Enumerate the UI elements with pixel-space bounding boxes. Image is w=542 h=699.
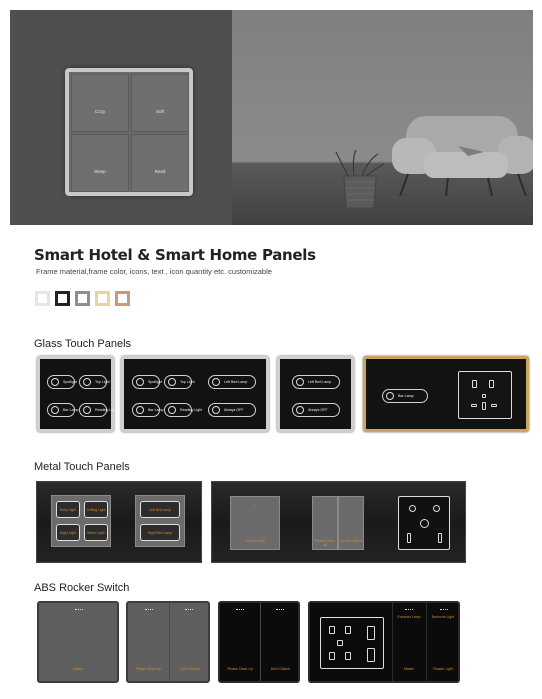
button-label: Top Light: [95, 380, 110, 384]
hero-key-label: Soft: [155, 109, 164, 114]
hero-key-label: Cozy: [94, 109, 106, 114]
bar-lamp-icon: [136, 406, 144, 414]
socket-pin: [337, 640, 343, 646]
abs-rocker-2gang: [126, 601, 210, 683]
power-icon: [212, 406, 220, 414]
glass-button[interactable]: [208, 375, 256, 389]
hero-key-soft[interactable]: [131, 74, 189, 132]
button-label[interactable]: Don't Disturb: [270, 667, 291, 671]
button-label: Night Light: [59, 530, 77, 535]
indicator-icon: •: [254, 503, 256, 507]
indicator-icon: [75, 609, 83, 611]
metal-button[interactable]: [56, 524, 80, 541]
glass-button[interactable]: [164, 375, 195, 389]
button-label[interactable]: Bedroom Light: [431, 615, 455, 619]
glass-button[interactable]: [79, 403, 118, 417]
socket-pin: [345, 652, 351, 660]
glass-button[interactable]: [79, 375, 110, 389]
usb-port-icon: [367, 648, 375, 662]
button-label: Left Bed Lamp: [308, 380, 332, 384]
abs-rocker-socket-black: [308, 601, 460, 683]
button-label: Left Bed Lamp: [148, 507, 172, 512]
metal-key[interactable]: [230, 496, 280, 550]
button-label: Master: [72, 667, 84, 671]
button-label: Entry Light: [59, 507, 77, 512]
socket-pin: [472, 380, 477, 388]
glass-panel-6gang: [121, 356, 269, 432]
glass-section-title: Glass Touch Panels: [34, 338, 132, 350]
glass-button[interactable]: [164, 403, 203, 417]
indicator-icon: [185, 609, 193, 611]
socket-pin: [438, 533, 442, 543]
hero-switch-panel: [65, 68, 193, 196]
button-label: Reading Light: [95, 408, 118, 412]
bar-lamp-icon: [51, 406, 59, 414]
metal-panel-light: [36, 481, 202, 563]
glass-button[interactable]: [132, 375, 160, 389]
metal-button[interactable]: [140, 524, 180, 541]
frame-color-swatches: [35, 291, 130, 306]
spotlight-icon: [51, 378, 59, 386]
glass-button[interactable]: [208, 403, 256, 417]
metal-key-plate: [135, 495, 185, 547]
button-label[interactable]: Entrance Lamp: [397, 615, 421, 619]
metal-panel-service: [211, 481, 466, 563]
reading-light-icon: [168, 406, 176, 414]
button-label[interactable]: Please Clean Up: [227, 667, 253, 671]
hero-key-read[interactable]: [131, 134, 189, 192]
socket-pin: [329, 626, 335, 634]
button-label: Spotlight: [148, 380, 162, 384]
top-light-icon: [83, 378, 91, 386]
glass-button[interactable]: [382, 389, 428, 403]
hero-key-sleep[interactable]: [71, 134, 129, 192]
socket-pin: [409, 505, 416, 512]
swatch-silver[interactable]: [35, 291, 50, 306]
socket-pin: [482, 394, 486, 398]
socket-pin: [482, 402, 486, 410]
armchair: [388, 106, 533, 196]
swatch-gray[interactable]: [75, 291, 90, 306]
universal-socket-usb[interactable]: [320, 617, 384, 669]
button-label: Ceiling Light: [86, 507, 106, 512]
socket-pin: [489, 380, 494, 388]
button-label: Top Light: [180, 380, 195, 384]
button-label: Reading Light: [180, 408, 203, 412]
socket-pin: [407, 533, 411, 543]
metal-button[interactable]: [84, 524, 108, 541]
spotlight-icon: [136, 378, 144, 386]
indicator-icon: [145, 609, 153, 611]
glass-panel-gold-socket: [363, 356, 529, 432]
socket-pin: [471, 404, 477, 407]
button-label[interactable]: Master: [403, 667, 415, 671]
metal-section-title: Metal Touch Panels: [34, 461, 130, 473]
top-light-icon: [168, 378, 176, 386]
metal-button[interactable]: [84, 501, 108, 518]
button-label: Please Clean Up: [314, 539, 336, 547]
hero-key-label: Read: [154, 169, 166, 174]
button-label: Bar Lamp: [148, 408, 164, 412]
metal-key-plate: [51, 495, 111, 547]
socket-pin: [491, 404, 497, 407]
button-label: Mirror Light: [87, 530, 105, 535]
glass-button[interactable]: [132, 403, 164, 417]
swatch-black[interactable]: [55, 291, 70, 306]
button-label: Bar Lamp: [398, 394, 414, 398]
hero-image: [10, 10, 533, 225]
reading-light-icon: [83, 406, 91, 414]
bar-lamp-icon: [386, 392, 394, 400]
indicator-icon: [440, 609, 448, 611]
button-label: Guests Lamp: [244, 539, 266, 543]
indicator-icon: [236, 609, 244, 611]
plant-basket: [334, 150, 386, 210]
page-subtitle: Frame material,frame color, icons, text , icon quantity etc. customizable: [36, 267, 272, 276]
metal-key[interactable]: [338, 496, 364, 550]
socket-pin: [420, 519, 429, 528]
abs-rocker-2gang-black: [218, 601, 300, 683]
button-label: Right Bed Lamp: [147, 530, 173, 535]
indicator-icon: [276, 609, 284, 611]
button-label: Always OFF: [308, 408, 328, 412]
page-title: Smart Hotel & Smart Home Panels: [34, 246, 316, 264]
universal-socket[interactable]: [398, 496, 450, 550]
glass-button[interactable]: [47, 403, 79, 417]
button-label: Bar Lamp: [63, 408, 79, 412]
swatch-gold[interactable]: [95, 291, 110, 306]
abs-section-title: ABS Rocker Switch: [34, 582, 130, 594]
button-label: Spotlight: [63, 380, 77, 384]
glass-button[interactable]: [292, 375, 340, 389]
swatch-rose-gold[interactable]: [115, 291, 130, 306]
usb-port-icon: [367, 626, 375, 640]
glass-button[interactable]: [292, 403, 340, 417]
glass-panel-2gang: [277, 356, 354, 432]
indicator-icon: [405, 609, 413, 611]
bed-lamp-icon: [212, 378, 220, 386]
power-icon: [296, 406, 304, 414]
button-label: Left Bed Lamp: [224, 380, 248, 384]
metal-button[interactable]: [140, 501, 180, 518]
glass-button[interactable]: [47, 375, 75, 389]
hero-key-cozy[interactable]: [71, 74, 129, 132]
button-label[interactable]: Don't Disturb: [180, 667, 200, 671]
glass-panel-4gang: [37, 356, 118, 432]
metal-button[interactable]: [56, 501, 80, 518]
metal-key[interactable]: [312, 496, 338, 550]
universal-socket[interactable]: [458, 371, 512, 419]
socket-pin: [345, 626, 351, 634]
button-label: Always OFF: [224, 408, 244, 412]
socket-pin: [329, 652, 335, 660]
abs-rocker-1gang[interactable]: [37, 601, 119, 683]
hero-key-label: Sleep: [94, 169, 106, 174]
button-label: Do Not Disturb: [339, 539, 363, 543]
bed-lamp-icon: [296, 378, 304, 386]
socket-pin: [433, 505, 440, 512]
button-label[interactable]: Reader Light: [433, 667, 453, 671]
button-label[interactable]: Please Clean Up: [135, 667, 162, 671]
